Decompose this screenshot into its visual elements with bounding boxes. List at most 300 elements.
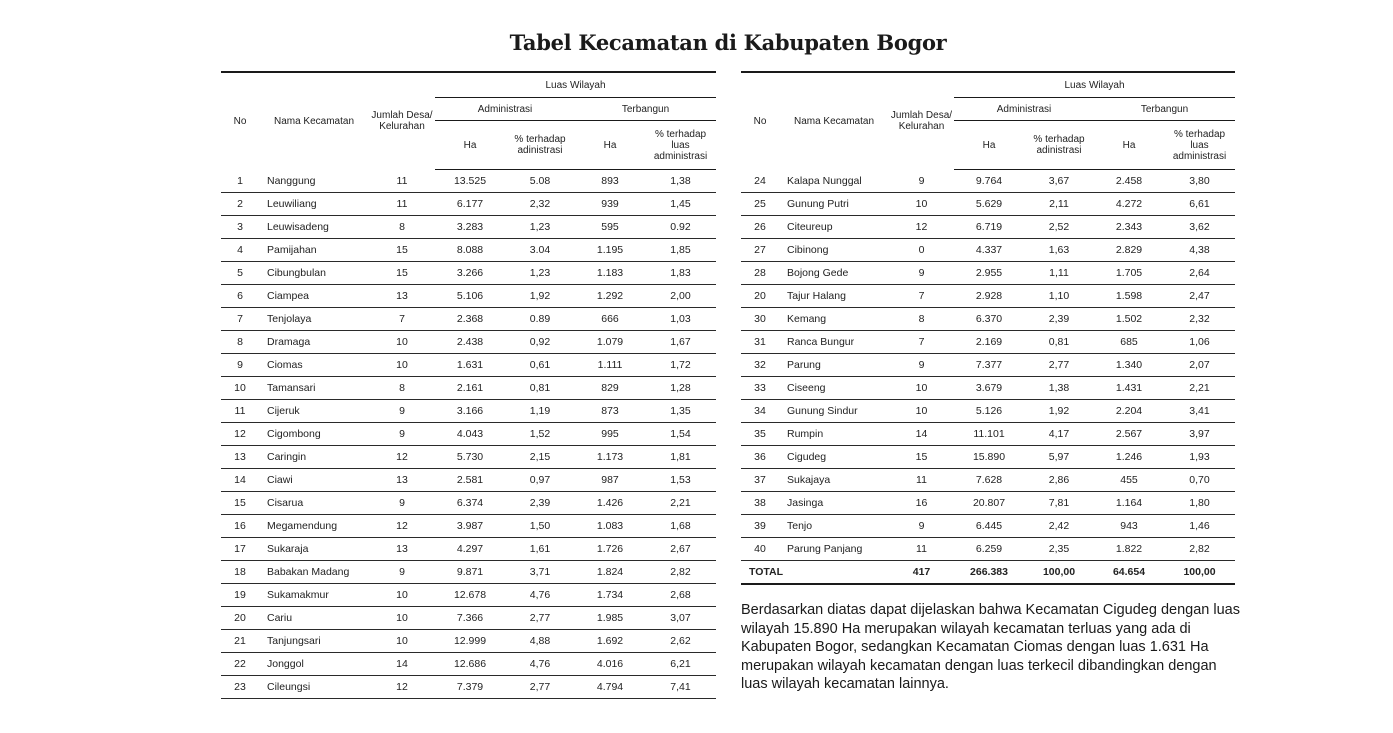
row-nama-kecamatan: Jonggol xyxy=(259,653,369,676)
row-adm-ha: 6.370 xyxy=(954,308,1024,331)
row-adm-ha: 7.377 xyxy=(954,354,1024,377)
row-adm-ha: 2.161 xyxy=(435,377,505,400)
table-row xyxy=(741,377,1235,400)
row-terbangun-ha: 1.726 xyxy=(575,538,645,561)
row-nama-kecamatan: Bojong Gede xyxy=(779,262,889,285)
left-table-body xyxy=(221,170,716,699)
row-terbangun-ha: 1.822 xyxy=(1094,538,1164,561)
table-row xyxy=(741,193,1235,216)
row-adm-ha: 9.871 xyxy=(435,561,505,584)
row-adm-ha: 7.628 xyxy=(954,469,1024,492)
total-adm-pct: 100,00 xyxy=(1024,561,1094,585)
row-adm-pct: 2,77 xyxy=(1024,354,1094,377)
row-jumlah-desa: 13 xyxy=(369,469,435,492)
table-row xyxy=(221,308,716,331)
row-no: 38 xyxy=(741,492,779,515)
table-row xyxy=(221,607,716,630)
row-terbangun-ha: 1.079 xyxy=(575,331,645,354)
row-no: 33 xyxy=(741,377,779,400)
row-nama-kecamatan: Cariu xyxy=(259,607,369,630)
row-adm-ha: 3.987 xyxy=(435,515,505,538)
row-nama-kecamatan: Ciseeng xyxy=(779,377,889,400)
row-nama-kecamatan: Gunung Sindur xyxy=(779,400,889,423)
row-no: 32 xyxy=(741,354,779,377)
row-terbangun-pct: 1,83 xyxy=(645,262,716,285)
row-jumlah-desa: 9 xyxy=(369,492,435,515)
row-adm-ha: 2.368 xyxy=(435,308,505,331)
row-adm-pct: 1,23 xyxy=(505,262,575,285)
row-terbangun-ha: 939 xyxy=(575,193,645,216)
row-terbangun-ha: 873 xyxy=(575,400,645,423)
row-jumlah-desa: 10 xyxy=(369,354,435,377)
row-no: 8 xyxy=(221,331,259,354)
row-jumlah-desa: 10 xyxy=(889,193,954,216)
row-jumlah-desa: 10 xyxy=(369,607,435,630)
row-adm-pct: 0,81 xyxy=(1024,331,1094,354)
header-no: No xyxy=(221,72,259,170)
total-jumlah-desa: 417 xyxy=(889,561,954,585)
row-no: 5 xyxy=(221,262,259,285)
table-row xyxy=(741,170,1235,193)
row-jumlah-desa: 7 xyxy=(889,331,954,354)
row-terbangun-pct: 1,46 xyxy=(1164,515,1235,538)
row-no: 37 xyxy=(741,469,779,492)
row-adm-pct: 4,88 xyxy=(505,630,575,653)
row-terbangun-pct: 3,41 xyxy=(1164,400,1235,423)
row-terbangun-ha: 1.692 xyxy=(575,630,645,653)
header-adm-ha: Ha xyxy=(954,121,1024,170)
row-jumlah-desa: 14 xyxy=(889,423,954,446)
row-no: 22 xyxy=(221,653,259,676)
row-adm-ha: 5.126 xyxy=(954,400,1024,423)
row-adm-ha: 11.101 xyxy=(954,423,1024,446)
row-no: 14 xyxy=(221,469,259,492)
table-row xyxy=(221,262,716,285)
row-nama-kecamatan: Nanggung xyxy=(259,170,369,193)
table-row xyxy=(741,262,1235,285)
row-no: 7 xyxy=(221,308,259,331)
row-jumlah-desa: 12 xyxy=(369,676,435,699)
row-terbangun-ha: 4.794 xyxy=(575,676,645,699)
row-adm-pct: 2,77 xyxy=(505,607,575,630)
row-adm-pct: 2,32 xyxy=(505,193,575,216)
row-jumlah-desa: 15 xyxy=(889,446,954,469)
row-jumlah-desa: 7 xyxy=(889,285,954,308)
row-terbangun-ha: 455 xyxy=(1094,469,1164,492)
row-adm-pct: 1,23 xyxy=(505,216,575,239)
row-adm-ha: 20.807 xyxy=(954,492,1024,515)
row-no: 40 xyxy=(741,538,779,561)
row-jumlah-desa: 8 xyxy=(369,216,435,239)
right-table-body xyxy=(741,170,1235,561)
row-adm-pct: 0,81 xyxy=(505,377,575,400)
row-no: 3 xyxy=(221,216,259,239)
row-adm-pct: 2,86 xyxy=(1024,469,1094,492)
row-jumlah-desa: 9 xyxy=(889,354,954,377)
row-no: 12 xyxy=(221,423,259,446)
row-nama-kecamatan: Tenjo xyxy=(779,515,889,538)
row-adm-ha: 4.337 xyxy=(954,239,1024,262)
row-terbangun-pct: 1,85 xyxy=(645,239,716,262)
row-no: 24 xyxy=(741,170,779,193)
row-terbangun-pct: 7,41 xyxy=(645,676,716,699)
row-jumlah-desa: 10 xyxy=(369,630,435,653)
row-adm-ha: 9.764 xyxy=(954,170,1024,193)
row-adm-ha: 12.999 xyxy=(435,630,505,653)
row-adm-pct: 5,97 xyxy=(1024,446,1094,469)
row-jumlah-desa: 9 xyxy=(889,262,954,285)
table-row xyxy=(741,285,1235,308)
table-row xyxy=(221,400,716,423)
row-terbangun-ha: 666 xyxy=(575,308,645,331)
row-jumlah-desa: 7 xyxy=(369,308,435,331)
row-adm-ha: 6.374 xyxy=(435,492,505,515)
table-row xyxy=(221,193,716,216)
row-no: 13 xyxy=(221,446,259,469)
row-terbangun-ha: 1.426 xyxy=(575,492,645,515)
row-nama-kecamatan: Tamansari xyxy=(259,377,369,400)
row-nama-kecamatan: Tenjolaya xyxy=(259,308,369,331)
row-no: 4 xyxy=(221,239,259,262)
row-terbangun-pct: 1,93 xyxy=(1164,446,1235,469)
row-nama-kecamatan: Sukajaya xyxy=(779,469,889,492)
row-no: 28 xyxy=(741,262,779,285)
row-adm-ha: 6.719 xyxy=(954,216,1024,239)
row-nama-kecamatan: Ranca Bungur xyxy=(779,331,889,354)
row-jumlah-desa: 9 xyxy=(889,170,954,193)
row-jumlah-desa: 11 xyxy=(889,538,954,561)
row-terbangun-pct: 1,81 xyxy=(645,446,716,469)
row-adm-pct: 1,10 xyxy=(1024,285,1094,308)
row-terbangun-ha: 1.173 xyxy=(575,446,645,469)
row-terbangun-ha: 1.431 xyxy=(1094,377,1164,400)
table-row xyxy=(221,446,716,469)
row-terbangun-pct: 6,21 xyxy=(645,653,716,676)
row-jumlah-desa: 16 xyxy=(889,492,954,515)
row-terbangun-pct: 1,68 xyxy=(645,515,716,538)
row-terbangun-pct: 1,35 xyxy=(645,400,716,423)
row-no: 19 xyxy=(221,584,259,607)
row-adm-pct: 7,81 xyxy=(1024,492,1094,515)
row-terbangun-pct: 2,00 xyxy=(645,285,716,308)
row-terbangun-pct: 2,62 xyxy=(645,630,716,653)
row-adm-ha: 7.379 xyxy=(435,676,505,699)
row-no: 15 xyxy=(221,492,259,515)
row-terbangun-pct: 4,38 xyxy=(1164,239,1235,262)
table-row xyxy=(741,446,1235,469)
table-row xyxy=(741,400,1235,423)
row-jumlah-desa: 14 xyxy=(369,653,435,676)
total-row xyxy=(741,561,1235,585)
row-terbangun-ha: 1.824 xyxy=(575,561,645,584)
row-adm-pct: 3.04 xyxy=(505,239,575,262)
row-adm-pct: 1,11 xyxy=(1024,262,1094,285)
row-no: 18 xyxy=(221,561,259,584)
row-terbangun-pct: 1,45 xyxy=(645,193,716,216)
row-adm-pct: 2,39 xyxy=(505,492,575,515)
row-nama-kecamatan: Megamendung xyxy=(259,515,369,538)
row-terbangun-ha: 595 xyxy=(575,216,645,239)
header-administrasi: Administrasi xyxy=(435,98,575,121)
row-no: 36 xyxy=(741,446,779,469)
row-terbangun-ha: 4.272 xyxy=(1094,193,1164,216)
row-terbangun-ha: 1.734 xyxy=(575,584,645,607)
row-adm-ha: 2.581 xyxy=(435,469,505,492)
total-adm-ha: 266.383 xyxy=(954,561,1024,585)
row-adm-pct: 0,92 xyxy=(505,331,575,354)
kecamatan-table-right xyxy=(741,71,1235,585)
table-row xyxy=(741,423,1235,446)
row-adm-ha: 2.169 xyxy=(954,331,1024,354)
row-adm-ha: 5.629 xyxy=(954,193,1024,216)
row-nama-kecamatan: Gunung Putri xyxy=(779,193,889,216)
table-row xyxy=(221,331,716,354)
row-terbangun-ha: 1.985 xyxy=(575,607,645,630)
row-terbangun-ha: 1.705 xyxy=(1094,262,1164,285)
header-terbangun-pct: % terhadap luas administrasi xyxy=(1164,121,1235,170)
row-jumlah-desa: 9 xyxy=(369,400,435,423)
row-jumlah-desa: 10 xyxy=(369,584,435,607)
row-no: 35 xyxy=(741,423,779,446)
row-terbangun-pct: 2,21 xyxy=(1164,377,1235,400)
table-row xyxy=(221,676,716,699)
row-terbangun-ha: 2.458 xyxy=(1094,170,1164,193)
row-adm-ha: 15.890 xyxy=(954,446,1024,469)
row-adm-pct: 2,42 xyxy=(1024,515,1094,538)
table-row xyxy=(221,653,716,676)
row-nama-kecamatan: Kemang xyxy=(779,308,889,331)
row-adm-pct: 5.08 xyxy=(505,170,575,193)
table-row xyxy=(741,239,1235,262)
table-row xyxy=(221,377,716,400)
row-no: 20 xyxy=(741,285,779,308)
row-nama-kecamatan: Cigombong xyxy=(259,423,369,446)
row-adm-ha: 2.955 xyxy=(954,262,1024,285)
row-adm-pct: 4,76 xyxy=(505,653,575,676)
row-jumlah-desa: 11 xyxy=(889,469,954,492)
row-jumlah-desa: 12 xyxy=(369,515,435,538)
row-terbangun-ha: 829 xyxy=(575,377,645,400)
row-terbangun-ha: 1.111 xyxy=(575,354,645,377)
row-jumlah-desa: 10 xyxy=(889,377,954,400)
row-adm-pct: 2,35 xyxy=(1024,538,1094,561)
row-jumlah-desa: 9 xyxy=(889,515,954,538)
row-terbangun-pct: 3,07 xyxy=(645,607,716,630)
row-no: 11 xyxy=(221,400,259,423)
row-terbangun-pct: 1,54 xyxy=(645,423,716,446)
row-adm-pct: 2,39 xyxy=(1024,308,1094,331)
row-terbangun-ha: 685 xyxy=(1094,331,1164,354)
row-terbangun-ha: 4.016 xyxy=(575,653,645,676)
row-nama-kecamatan: Ciampea xyxy=(259,285,369,308)
row-terbangun-pct: 3,62 xyxy=(1164,216,1235,239)
row-no: 34 xyxy=(741,400,779,423)
row-adm-pct: 4,17 xyxy=(1024,423,1094,446)
row-terbangun-ha: 1.195 xyxy=(575,239,645,262)
row-no: 30 xyxy=(741,308,779,331)
row-adm-pct: 4,76 xyxy=(505,584,575,607)
row-no: 25 xyxy=(741,193,779,216)
row-adm-ha: 2.438 xyxy=(435,331,505,354)
row-no: 1 xyxy=(221,170,259,193)
table-row xyxy=(741,354,1235,377)
row-nama-kecamatan: Tanjungsari xyxy=(259,630,369,653)
header-no: No xyxy=(741,72,779,170)
row-jumlah-desa: 10 xyxy=(369,331,435,354)
row-terbangun-pct: 2,07 xyxy=(1164,354,1235,377)
row-terbangun-pct: 2,32 xyxy=(1164,308,1235,331)
row-adm-ha: 5.730 xyxy=(435,446,505,469)
row-nama-kecamatan: Cisarua xyxy=(259,492,369,515)
row-jumlah-desa: 13 xyxy=(369,285,435,308)
row-jumlah-desa: 15 xyxy=(369,239,435,262)
table-row xyxy=(221,538,716,561)
row-adm-ha: 7.366 xyxy=(435,607,505,630)
row-nama-kecamatan: Cibinong xyxy=(779,239,889,262)
row-no: 10 xyxy=(221,377,259,400)
header-terbangun-ha: Ha xyxy=(575,121,645,170)
header-terbangun-pct: % terhadap luas administrasi xyxy=(645,121,716,170)
row-nama-kecamatan: Sukamakmur xyxy=(259,584,369,607)
row-terbangun-pct: 1,03 xyxy=(645,308,716,331)
row-adm-pct: 1,38 xyxy=(1024,377,1094,400)
header-jumlah-desa: Jumlah Desa/ Kelurahan xyxy=(889,72,954,170)
row-terbangun-pct: 3,97 xyxy=(1164,423,1235,446)
table-row xyxy=(221,492,716,515)
header-nama-kecamatan: Nama Kecamatan xyxy=(779,72,889,170)
row-nama-kecamatan: Parung xyxy=(779,354,889,377)
header-adm-ha: Ha xyxy=(435,121,505,170)
row-terbangun-ha: 1.340 xyxy=(1094,354,1164,377)
row-nama-kecamatan: Jasinga xyxy=(779,492,889,515)
row-no: 21 xyxy=(221,630,259,653)
row-nama-kecamatan: Cijeruk xyxy=(259,400,369,423)
row-adm-ha: 6.259 xyxy=(954,538,1024,561)
row-jumlah-desa: 13 xyxy=(369,538,435,561)
table-row xyxy=(221,561,716,584)
total-label: TOTAL xyxy=(741,561,889,585)
row-nama-kecamatan: Rumpin xyxy=(779,423,889,446)
row-terbangun-pct: 6,61 xyxy=(1164,193,1235,216)
row-terbangun-ha: 1.598 xyxy=(1094,285,1164,308)
row-nama-kecamatan: Babakan Madang xyxy=(259,561,369,584)
row-jumlah-desa: 12 xyxy=(369,446,435,469)
kecamatan-table-left xyxy=(221,71,716,699)
row-no: 31 xyxy=(741,331,779,354)
table-row xyxy=(221,469,716,492)
row-adm-ha: 3.679 xyxy=(954,377,1024,400)
table-row xyxy=(741,331,1235,354)
row-terbangun-ha: 893 xyxy=(575,170,645,193)
row-no: 27 xyxy=(741,239,779,262)
row-no: 9 xyxy=(221,354,259,377)
row-adm-pct: 3,71 xyxy=(505,561,575,584)
table-row xyxy=(221,285,716,308)
row-nama-kecamatan: Sukaraja xyxy=(259,538,369,561)
row-terbangun-ha: 1.292 xyxy=(575,285,645,308)
table-row xyxy=(221,515,716,538)
row-terbangun-ha: 2.204 xyxy=(1094,400,1164,423)
row-jumlah-desa: 0 xyxy=(889,239,954,262)
row-adm-pct: 1,19 xyxy=(505,400,575,423)
row-adm-ha: 2.928 xyxy=(954,285,1024,308)
row-no: 26 xyxy=(741,216,779,239)
header-luas-wilayah: Luas Wilayah xyxy=(435,72,716,98)
row-adm-pct: 1,92 xyxy=(505,285,575,308)
row-terbangun-ha: 1.502 xyxy=(1094,308,1164,331)
row-terbangun-pct: 2,82 xyxy=(1164,538,1235,561)
row-terbangun-pct: 2,47 xyxy=(1164,285,1235,308)
row-terbangun-pct: 2,82 xyxy=(645,561,716,584)
row-terbangun-pct: 1,80 xyxy=(1164,492,1235,515)
row-terbangun-ha: 1.246 xyxy=(1094,446,1164,469)
row-adm-pct: 1,52 xyxy=(505,423,575,446)
row-jumlah-desa: 15 xyxy=(369,262,435,285)
row-terbangun-pct: 1,38 xyxy=(645,170,716,193)
row-nama-kecamatan: Ciomas xyxy=(259,354,369,377)
row-terbangun-ha: 1.164 xyxy=(1094,492,1164,515)
row-nama-kecamatan: Leuwisadeng xyxy=(259,216,369,239)
row-no: 39 xyxy=(741,515,779,538)
row-adm-pct: 0,97 xyxy=(505,469,575,492)
table-row xyxy=(221,239,716,262)
row-adm-ha: 6.177 xyxy=(435,193,505,216)
row-adm-ha: 13.525 xyxy=(435,170,505,193)
row-nama-kecamatan: Cigudeg xyxy=(779,446,889,469)
table-row xyxy=(221,423,716,446)
table-row xyxy=(741,469,1235,492)
header-terbangun-ha: Ha xyxy=(1094,121,1164,170)
row-terbangun-pct: 2,68 xyxy=(645,584,716,607)
row-nama-kecamatan: Cileungsi xyxy=(259,676,369,699)
row-adm-ha: 8.088 xyxy=(435,239,505,262)
total-terbangun-pct: 100,00 xyxy=(1164,561,1235,585)
row-nama-kecamatan: Caringin xyxy=(259,446,369,469)
row-terbangun-pct: 0,70 xyxy=(1164,469,1235,492)
row-no: 16 xyxy=(221,515,259,538)
row-terbangun-ha: 987 xyxy=(575,469,645,492)
row-adm-pct: 0,61 xyxy=(505,354,575,377)
row-terbangun-pct: 0.92 xyxy=(645,216,716,239)
row-terbangun-pct: 1,67 xyxy=(645,331,716,354)
row-terbangun-ha: 995 xyxy=(575,423,645,446)
table-row xyxy=(221,354,716,377)
row-nama-kecamatan: Parung Panjang xyxy=(779,538,889,561)
header-luas-wilayah: Luas Wilayah xyxy=(954,72,1235,98)
row-terbangun-pct: 1,72 xyxy=(645,354,716,377)
row-nama-kecamatan: Leuwiliang xyxy=(259,193,369,216)
row-nama-kecamatan: Cibungbulan xyxy=(259,262,369,285)
header-nama-kecamatan: Nama Kecamatan xyxy=(259,72,369,170)
row-adm-ha: 4.297 xyxy=(435,538,505,561)
row-jumlah-desa: 9 xyxy=(369,561,435,584)
row-nama-kecamatan: Pamijahan xyxy=(259,239,369,262)
row-nama-kecamatan: Citeureup xyxy=(779,216,889,239)
row-adm-pct: 0.89 xyxy=(505,308,575,331)
row-terbangun-ha: 2.343 xyxy=(1094,216,1164,239)
row-jumlah-desa: 8 xyxy=(889,308,954,331)
row-terbangun-ha: 1.083 xyxy=(575,515,645,538)
row-nama-kecamatan: Kalapa Nunggal xyxy=(779,170,889,193)
row-no: 2 xyxy=(221,193,259,216)
row-terbangun-pct: 2,67 xyxy=(645,538,716,561)
row-nama-kecamatan: Ciawi xyxy=(259,469,369,492)
row-jumlah-desa: 8 xyxy=(369,377,435,400)
row-no: 17 xyxy=(221,538,259,561)
row-adm-pct: 2,77 xyxy=(505,676,575,699)
row-adm-ha: 5.106 xyxy=(435,285,505,308)
row-adm-ha: 4.043 xyxy=(435,423,505,446)
